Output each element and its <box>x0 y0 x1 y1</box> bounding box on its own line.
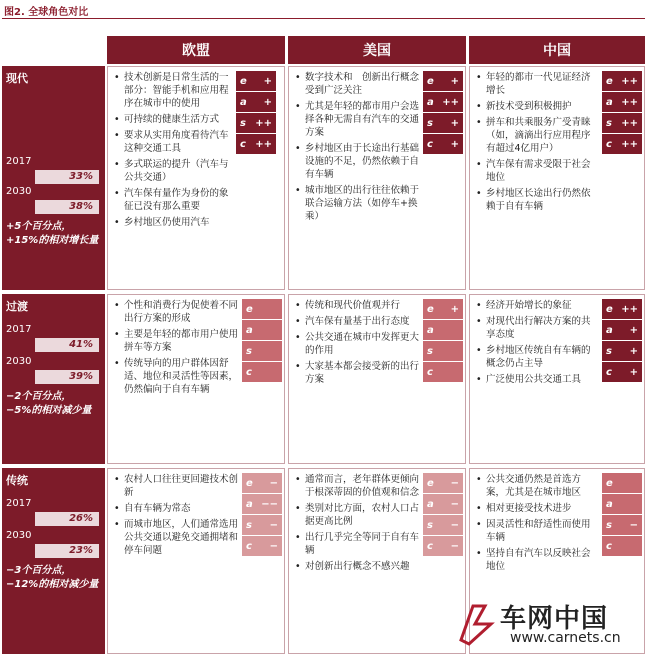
list-item: • 相对更接受技术进步 <box>476 502 598 515</box>
rating-block <box>236 71 276 155</box>
rating-text: e <box>606 477 613 489</box>
rating-text: c <box>606 138 612 150</box>
rating-text: e <box>427 477 434 489</box>
list-item: • 公共交通仍然是首选方案，尤其是在城市地区 <box>476 473 598 499</box>
rating-c <box>602 536 642 556</box>
share-2017-value: 41% <box>35 338 99 352</box>
year-2017-label: 2017 <box>6 156 32 167</box>
list-item: • 公共交通在城市中发挥更大的作用 <box>295 331 419 357</box>
row-name: 传统 <box>6 474 28 487</box>
rating-text: e <box>606 75 613 87</box>
rating-text: − <box>269 540 278 552</box>
rating-c <box>236 134 276 154</box>
year-2030-label: 2030 <box>6 530 32 541</box>
rating-text: + <box>450 303 459 315</box>
change-note-relative: +15%的相对增长量 <box>6 235 99 246</box>
list-item: • 类别对比方面，农村人口占据更高比例 <box>295 502 419 528</box>
rating-block <box>602 299 642 383</box>
rating-text: e <box>606 303 613 315</box>
list-item: • 通常而言，老年群体更倾向于根深蒂固的价值观和信念 <box>295 473 419 499</box>
rating-e <box>423 473 463 493</box>
list-item: • 对现代出行解决方案的共享态度 <box>476 315 598 341</box>
rating-text: s <box>246 345 252 357</box>
cell-transition-cn <box>469 294 645 464</box>
rating-e <box>242 299 282 319</box>
rating-e <box>602 299 642 319</box>
rating-text: ++ <box>621 303 638 315</box>
rating-e <box>602 473 642 493</box>
rating-text: e <box>427 303 434 315</box>
row-name: 过渡 <box>6 300 28 313</box>
list-item: • 多式联运的提升（汽车与公共交通） <box>114 158 232 184</box>
rating-block <box>423 299 463 383</box>
cell-modern-us <box>288 66 466 290</box>
rating-text: − <box>269 477 278 489</box>
rating-a <box>602 494 642 514</box>
rating-text: c <box>606 540 612 552</box>
list-item: • 尤其是年轻的都市用户会选择各种无需自有汽车的交通方案 <box>295 100 419 139</box>
cell-traditional-eu <box>107 468 285 654</box>
column-header-eu: 欧盟 <box>107 36 285 64</box>
list-item: • 个性和消费行为促使着不同出行方案的形成 <box>114 299 238 325</box>
change-note-points: −3个百分点， <box>6 565 72 576</box>
year-2017-label: 2017 <box>6 498 32 509</box>
rating-text: s <box>427 519 433 531</box>
rating-text: c <box>246 366 252 378</box>
list-item: • 汽车保有量作为身份的象征已没有那么重要 <box>114 187 232 213</box>
rating-c <box>423 134 463 154</box>
rating-text: + <box>629 366 638 378</box>
cell-modern-eu <box>107 66 285 290</box>
share-2017-value: 33% <box>35 170 99 184</box>
rating-text: ++ <box>621 96 638 108</box>
cell-modern-cn <box>469 66 645 290</box>
list-item: • 经济开始增长的象征 <box>476 299 598 312</box>
rating-block <box>242 299 282 383</box>
year-2030-label: 2030 <box>6 356 32 367</box>
carnets-logo-icon <box>455 600 497 646</box>
rating-text: ++ <box>621 138 638 150</box>
rating-text: ++ <box>621 75 638 87</box>
rating-block <box>423 473 463 557</box>
list-item: • 技术创新是日常生活的一部分：智能手机和应用程序在城市中的使用 <box>114 71 232 110</box>
rating-text: − <box>450 519 459 531</box>
rating-text: s <box>240 117 246 129</box>
list-item: • 出行几乎完全等同于自有车辆 <box>295 531 419 557</box>
rating-text: a <box>246 324 253 336</box>
list-item: • 年轻的都市一代见证经济增长 <box>476 71 598 97</box>
rating-s <box>423 341 463 361</box>
list-item: • 拼车和共乘服务广受青睐（如，滴滴出行应用程序有超过4亿用户） <box>476 116 598 155</box>
rating-s <box>236 113 276 133</box>
rating-e <box>236 71 276 91</box>
list-item: • 对创新出行概念不感兴趣 <box>295 560 419 573</box>
rating-c <box>242 362 282 382</box>
rating-text: c <box>246 540 252 552</box>
rating-s <box>602 515 642 535</box>
rating-text: ++ <box>621 117 638 129</box>
rating-text: s <box>606 117 612 129</box>
rating-s <box>602 113 642 133</box>
list-item: • 汽车保有量基于出行态度 <box>295 315 419 328</box>
rating-text: c <box>427 540 433 552</box>
rating-text: s <box>427 117 433 129</box>
rating-s <box>242 515 282 535</box>
list-item: • 传统和现代价值观并行 <box>295 299 419 312</box>
rating-s <box>423 515 463 535</box>
rating-s <box>423 113 463 133</box>
rating-text: + <box>629 324 638 336</box>
change-note-points: −2个百分点， <box>6 391 72 402</box>
list-item: • 传统导向的用户群体因舒适、地位和灵活性等因素，仍然偏向于自有车辆 <box>114 357 238 396</box>
rating-text: e <box>427 75 434 87</box>
rating-text: c <box>240 138 246 150</box>
rating-c <box>602 362 642 382</box>
rating-block <box>242 473 282 557</box>
list-item: • 广泛使用公共交通工具 <box>476 373 598 386</box>
rating-s <box>602 341 642 361</box>
rating-text: s <box>246 519 252 531</box>
rating-c <box>423 362 463 382</box>
cell-transition-us <box>288 294 466 464</box>
rating-e <box>423 71 463 91</box>
rating-text: a <box>427 96 434 108</box>
list-item: • 大家基本都会接受新的出行方案 <box>295 360 419 386</box>
rating-text: e <box>240 75 247 87</box>
list-item: • 乡村地区传统自有车辆的概念仍占主导 <box>476 344 598 370</box>
list-item: • 坚持自有汽车以反映社会地位 <box>476 547 598 573</box>
rating-text: a <box>240 96 247 108</box>
rating-text: c <box>606 366 612 378</box>
rating-text: s <box>606 519 612 531</box>
rating-a <box>602 92 642 112</box>
list-item: • 要求从实用角度看待汽车这种交通工具 <box>114 129 232 155</box>
rating-e <box>242 473 282 493</box>
list-item: • 新技术受到积极拥护 <box>476 100 598 113</box>
rating-a <box>602 320 642 340</box>
rating-text: + <box>263 75 272 87</box>
cell-transition-eu <box>107 294 285 464</box>
rating-e <box>423 299 463 319</box>
year-2030-label: 2030 <box>6 186 32 197</box>
share-2030-value: 23% <box>35 544 99 558</box>
rating-text: s <box>606 345 612 357</box>
rating-text: ++ <box>255 138 272 150</box>
rating-c <box>242 536 282 556</box>
list-item: • 乡村地区由于长途出行基础设施的不足，仍然依赖于自有车辆 <box>295 142 419 181</box>
rating-text: c <box>427 138 433 150</box>
list-item: • 农村人口往往更回避技术创新 <box>114 473 238 499</box>
row-label-traditional <box>2 468 105 654</box>
watermark-name: 车网中国 <box>500 604 609 634</box>
rating-text: + <box>629 345 638 357</box>
rating-s <box>242 341 282 361</box>
rating-text: a <box>606 324 613 336</box>
change-note-points: +5个百分点， <box>6 221 72 232</box>
row-label-modern <box>2 66 105 290</box>
rating-a <box>236 92 276 112</box>
rating-block <box>423 71 463 155</box>
column-header-us: 美国 <box>288 36 466 64</box>
list-item: • 因灵活性和舒适性而使用车辆 <box>476 518 598 544</box>
year-2017-label: 2017 <box>6 324 32 335</box>
list-item: • 而城市地区，人们通常选用公共交通以避免交通拥堵和停车问题 <box>114 518 238 557</box>
rating-a <box>423 494 463 514</box>
rating-text: a <box>606 498 613 510</box>
rating-a <box>242 494 282 514</box>
rating-text: a <box>427 324 434 336</box>
rating-text: + <box>263 96 272 108</box>
share-2030-value: 39% <box>35 370 99 384</box>
figure-title: 图2. 全球角色对比 <box>4 7 89 18</box>
list-item: • 数字技术和 创新出行概念受到广泛关注 <box>295 71 419 97</box>
rating-text: a <box>606 96 613 108</box>
rating-c <box>423 536 463 556</box>
list-item: • 汽车保有需求受限于社会地位 <box>476 158 598 184</box>
rating-text: ++ <box>255 117 272 129</box>
rating-text: ++ <box>442 96 459 108</box>
rating-text: + <box>450 117 459 129</box>
list-item: • 主要是年轻的都市用户使用拼车等方案 <box>114 328 238 354</box>
list-item: • 自有车辆为常态 <box>114 502 238 515</box>
rating-text: − <box>450 498 459 510</box>
watermark-url: www.carnets.cn <box>510 630 621 646</box>
rating-a <box>242 320 282 340</box>
rating-a <box>423 92 463 112</box>
rating-text: a <box>246 498 253 510</box>
list-item: • 乡村地区长途出行仍然依赖于自有车辆 <box>476 187 598 213</box>
rating-text: s <box>427 345 433 357</box>
rating-e <box>602 71 642 91</box>
share-2017-value: 26% <box>35 512 99 526</box>
rating-block <box>602 473 642 557</box>
share-2030-value: 38% <box>35 200 99 214</box>
list-item: • 可持续的健康生活方式 <box>114 113 232 126</box>
rating-a <box>423 320 463 340</box>
top-rule <box>2 18 645 19</box>
rating-text: − <box>629 519 638 531</box>
rating-text: e <box>246 477 253 489</box>
rating-text: −− <box>261 498 278 510</box>
rating-block <box>602 71 642 155</box>
change-note-relative: −5%的相对减少量 <box>6 405 92 416</box>
row-label-transition <box>2 294 105 464</box>
rating-text: − <box>269 519 278 531</box>
rating-text: + <box>450 138 459 150</box>
rating-text: − <box>450 477 459 489</box>
column-header-cn: 中国 <box>469 36 645 64</box>
list-item: • 乡村地区仍使用汽车 <box>114 216 232 229</box>
rating-text: c <box>427 366 433 378</box>
cell-traditional-us <box>288 468 466 654</box>
row-name: 现代 <box>6 72 28 85</box>
rating-text: + <box>450 75 459 87</box>
rating-text: e <box>246 303 253 315</box>
rating-text: a <box>427 498 434 510</box>
rating-text: − <box>450 540 459 552</box>
rating-c <box>602 134 642 154</box>
list-item: • 城市地区的出行往往依赖于联合运输方法（如停车+换乘） <box>295 184 419 223</box>
change-note-relative: −12%的相对减少量 <box>6 579 99 590</box>
